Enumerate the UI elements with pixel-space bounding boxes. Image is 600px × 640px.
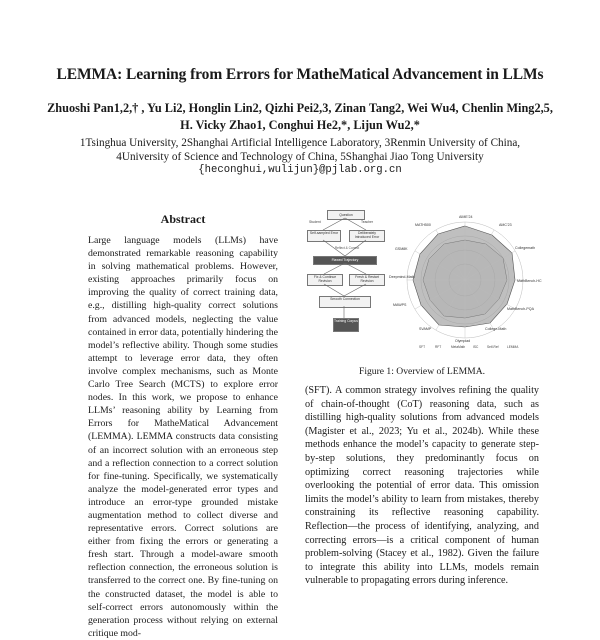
radar-axis-label: AIME'24 bbox=[459, 215, 473, 219]
radar-axis-label: College-Math bbox=[485, 327, 507, 331]
flow-training: Training Corpus bbox=[333, 318, 359, 332]
flow-flawed: Flawed Trajectory bbox=[313, 256, 377, 265]
flow-fix-revision: Fix & Continue Revision bbox=[307, 274, 343, 286]
intro-paragraph: (SFT). A common strategy involves refining the quality of chain-of-thought (CoT) reasoning data, such as distilling high-quality solutions from advanced models (Magister et al., 2023; Yu et al., 2024b). While these methods enhance the model’s capacity to generate step-by-step solutions, they predominantly focus on optimizing correct reasoning trajectories while overlooking the potential of error data. This omission limits the model’s ability to learn from mistakes, thereby constraining its reflective reasoning capability. Reflection—the process of identifying, analyzing, and correcting errors—is a critical component of human problem-solving (Stacey et al., 1982). Given the failure to integrate this ability into LLMs, models remain vulnerable to propagating errors during inference. bbox=[305, 385, 539, 587]
radar-axis-label: GSM8K bbox=[395, 247, 408, 251]
radar-legend-item: ISC bbox=[473, 345, 479, 349]
affiliations bbox=[35, 137, 565, 178]
flow-reflect: Reflect & Correct bbox=[334, 246, 360, 250]
paper-title: LEMMA: Learning from Errors for MatheMatical Advancement in LLMs bbox=[56, 66, 544, 83]
radar-axis-label: Deepmind-Math bbox=[389, 275, 415, 279]
flow-teacher: Teacher bbox=[361, 220, 374, 224]
authors-line-2: H. Vicky Zhao1, Conghui He2,*, Lijun Wu2,* bbox=[180, 118, 420, 132]
flow-deliberately: Deliberately Introduced Error bbox=[349, 230, 385, 242]
abstract-heading: Abstract bbox=[160, 212, 206, 226]
abstract-paragraph: Large language models (LLMs) have demonstrated remarkable reasoning capability in solving mathematical problems. However, existing approaches primarily focus on improving the quality of correct training data, e.g., distilling high-quality correct solutions from advanced models, neglecting the value contained in error data, potentially hindering the model’s reflective ability. Though some studies attempt to leverage error data, they often involve complex mechanisms, such as Monte Carlo Tree Search (MCTS) to explore error nodes. In this work, we propose to enhance LLMs’ reasoning ability by Learning from Errors for MatheMatical Advancement (LEMMA). LEMMA constructs data consisting of an incorrect solution with an erroneous step and a reflection connection to a correct solution for fine-tuning. Specifically, we systematically analyze the model-generated error types and introduce an error-type grounded mistake augmentation method to collect diverse and representative errors. Correct solutions are either from fixing the errors or generating a fresh start. Through a model-aware smooth reflection connection, the erroneous solution is transferred to the correct one. By fine-tuning on the constructed dataset, the model is able to self-correct errors autonomously within the generation process without relying on external critique mod- bbox=[88, 235, 278, 639]
radar-chart bbox=[389, 206, 542, 354]
flow-student: Student bbox=[309, 220, 321, 224]
radar-axis-label: MATH500 bbox=[415, 223, 431, 227]
radar-legend-item: LEMMA bbox=[507, 345, 519, 349]
flow-smooth: Smooth Connection bbox=[319, 296, 371, 308]
flow-question: Question bbox=[327, 210, 365, 220]
radar-axis-label: Collegemath bbox=[515, 246, 536, 250]
affiliations-line-1: 1Tsinghua University, 2Shanghai Artificial Intelligence Laboratory, 3Renmin University of China, bbox=[79, 137, 521, 149]
flow-self-sampled: Self-sampled Error bbox=[307, 230, 341, 242]
affiliations-line-2: 4University of Science and Technology of China, 5Shanghai Jiao Tong University bbox=[116, 150, 484, 163]
intro-text bbox=[305, 384, 539, 588]
radar-legend-item: SFT bbox=[419, 345, 426, 349]
flow-arrows bbox=[305, 206, 385, 354]
radar-axis-label: MathBench-PQA bbox=[507, 307, 534, 311]
radar-axis-label: AMC'23 bbox=[499, 223, 512, 227]
radar-legend-item: Self-Ref bbox=[487, 345, 499, 349]
contact-email[interactable]: {heconghui,wulijun}@pjlab.org.cn bbox=[198, 164, 402, 176]
author-list bbox=[40, 100, 560, 134]
radar-axis-label: SVAMP bbox=[419, 327, 432, 331]
radar-axis-label: MathBench-HC bbox=[517, 279, 542, 283]
flow-fresh-restart: Fresh & Restart Revision bbox=[349, 274, 385, 286]
figure-overview bbox=[305, 206, 542, 354]
flowchart bbox=[305, 206, 385, 354]
radar-legend-item: RFT bbox=[435, 345, 442, 349]
radar-legend-item: MetaMath bbox=[451, 345, 466, 349]
authors-line-1: Zhuoshi Pan1,2,† , Yu Li2, Honglin Lin2, Qizhi Pei2,3, Zinan Tang2, Wei Wu4, Chenlin Ming2,5, bbox=[47, 101, 553, 115]
radar-axis-label: Olympiad bbox=[455, 339, 471, 343]
radar-axis-label: MAWPS bbox=[393, 303, 407, 307]
abstract-text bbox=[88, 234, 278, 640]
figure-caption: Figure 1: Overview of LEMMA. bbox=[358, 366, 486, 377]
